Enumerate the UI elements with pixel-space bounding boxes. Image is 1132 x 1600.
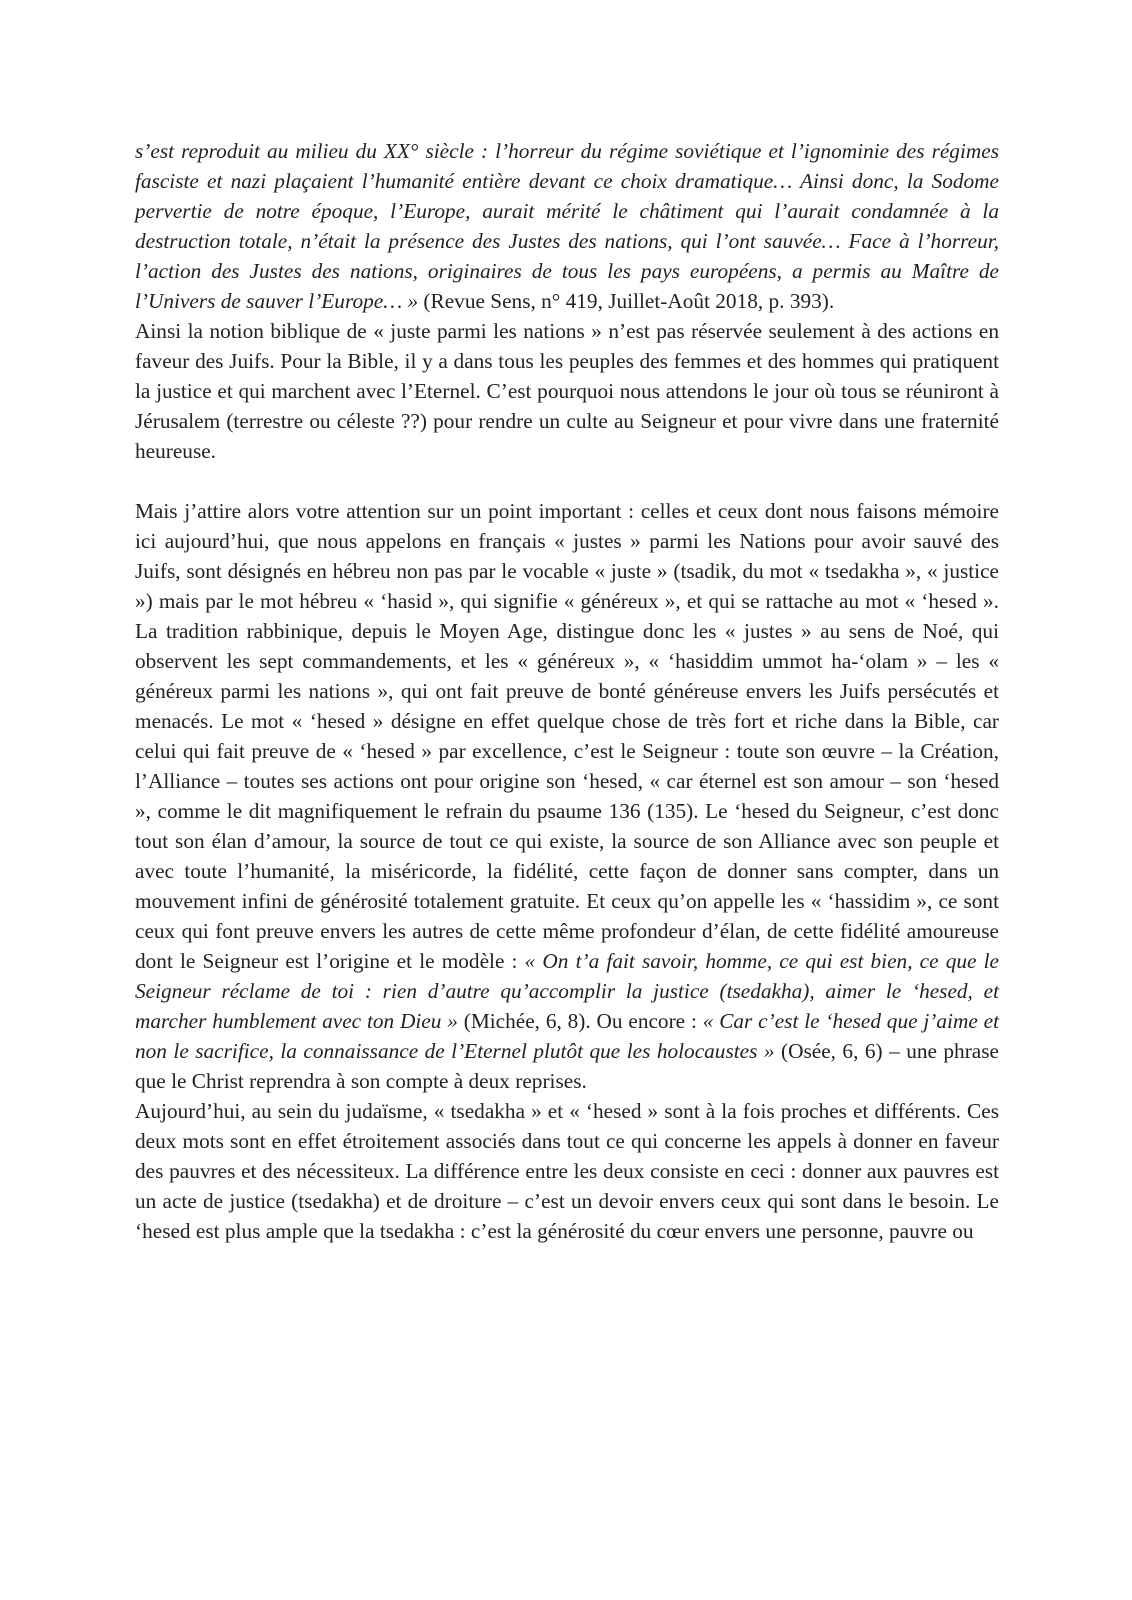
italic-quote: s’est reproduit au milieu du XX° siècle : l’horreur du régime soviétique et l’ignominie des régimes fasciste et nazi plaçaient l’humanité entière devant ce choix dramatique… Ainsi donc, la Sodome pervertie de notre époque, l’Europe, aurait mérité le châtiment qui l’aurait condamnée à la destruction totale, n’était la présence des Justes des nations, qui l’ont sauvée… Face à l’horreur, l’action des Justes des nations, originaires de tous les pays européens, a permis au Maître de l’Univers de sauver l’Europe… » xyxy=(135,139,999,313)
paragraph-juste-parmi-les-nations: Ainsi la notion biblique de « juste parmi les nations » n’est pas réservée seulement à des actions en faveur des Juifs. Pour la Bible, il y a dans tous les peuples des femmes et des hommes qui pratiquent la justice et qui marchent avec l’Eternel. C’est pourquoi nous attendons le jour où tous se réuniront à Jérusalem (terrestre ou céleste ??) pour rendre un culte au Seigneur et pour vivre dans une fraternité heureuse. xyxy=(135,319,999,463)
citation-michee: (Michée, 6, 8). Ou encore : xyxy=(457,1009,703,1033)
paragraph-tsedakha-hesed: Aujourd’hui, au sein du judaïsme, « tsedakha » et « ‘hesed » sont à la fois proches et différents. Ces deux mots sont en effet étroitement associés dans tout ce qui concerne les appels à donner en faveur des pauvres et des nécessiteux. La différence entre les deux consiste en ceci : donner aux pauvres est un acte de justice (tsedakha) et de droiture – c’est un devoir envers ceux qui sont dans le besoin. Le ‘hesed est plus ample que la tsedakha : c’est la générosité du cœur envers une personne, pauvre ou xyxy=(135,1099,999,1243)
paragraph-text: Mais j’attire alors votre attention sur un point important : celles et ceux dont nous faisons mémoire ici aujourd’hui, que nous appelons en français « justes » parmi les Nations pour avoir sauvé des Juifs, sont désignés en hébreu non pas par le vocable « juste » (tsadik, du mot « tsedakha », « justice ») mais par le mot hébreu « ‘hasid », qui signifie « généreux », et qui se rattache au mot « ‘hesed ». La tradition rabbinique, depuis le Moyen Age, distingue donc les « justes » au sens de Noé, qui observent les sept commandements, et les « généreux », « ‘hasiddim ummot ha-‘olam » – les « généreux parmi les nations », qui ont fait preuve de bonté généreuse envers les Juifs persécutés et menacés. Le mot « ‘hesed » désigne en effet quelque chose de très fort et riche dans la Bible, car celui qui fait preuve de « ‘hesed » par excellence, c’est le Seigneur : toute son œuvre – la Création, l’Alliance – toutes ses actions ont pour origine son ‘hesed, « car éternel est son amour – son ‘hesed », comme le dit magnifiquement le refrain du psaume 136 (135). Le ‘hesed du Seigneur, c’est donc tout son élan d’amour, la source de tout ce qui existe, la source de son Alliance avec son peuple et avec toute l’humanité, la miséricorde, la fidélité, cette façon de donner sans compter, dans un mouvement infini de générosité totalement gratuite. Et ceux qu’on appelle les « ‘hassidim », ce sont ceux qui font preuve envers les autres de cette même profondeur d’élan, de cette fidélité amoureuse dont le Seigneur est l’origine et le modèle : xyxy=(135,499,999,973)
paragraph-spacer xyxy=(135,466,999,496)
italic-quote-michee: « On t’a fait savoir, homme, ce qui est bien, ce que le Seigneur réclame de toi : rien d’autre qu’accomplir la justice (tsedakha), aimer le ‘hesed, et marcher humblement avec ton Dieu » xyxy=(135,949,999,1033)
paragraph-hesed xyxy=(135,496,999,1096)
citation: (Revue Sens, n° 419, Juillet-Août 2018, p. 393). xyxy=(418,289,835,313)
paragraph-quote-revue-sens xyxy=(135,136,999,316)
italic-quote-osee: « Car c’est le ‘hesed que j’aime et non le sacrifice, la connaissance de l’Eternel plutôt que les holocaustes » xyxy=(135,1009,999,1063)
citation-osee: (Osée, 6, 6) – une phrase que le Christ reprendra à son compte à deux reprises. xyxy=(135,1039,999,1093)
body-text xyxy=(135,136,999,1246)
